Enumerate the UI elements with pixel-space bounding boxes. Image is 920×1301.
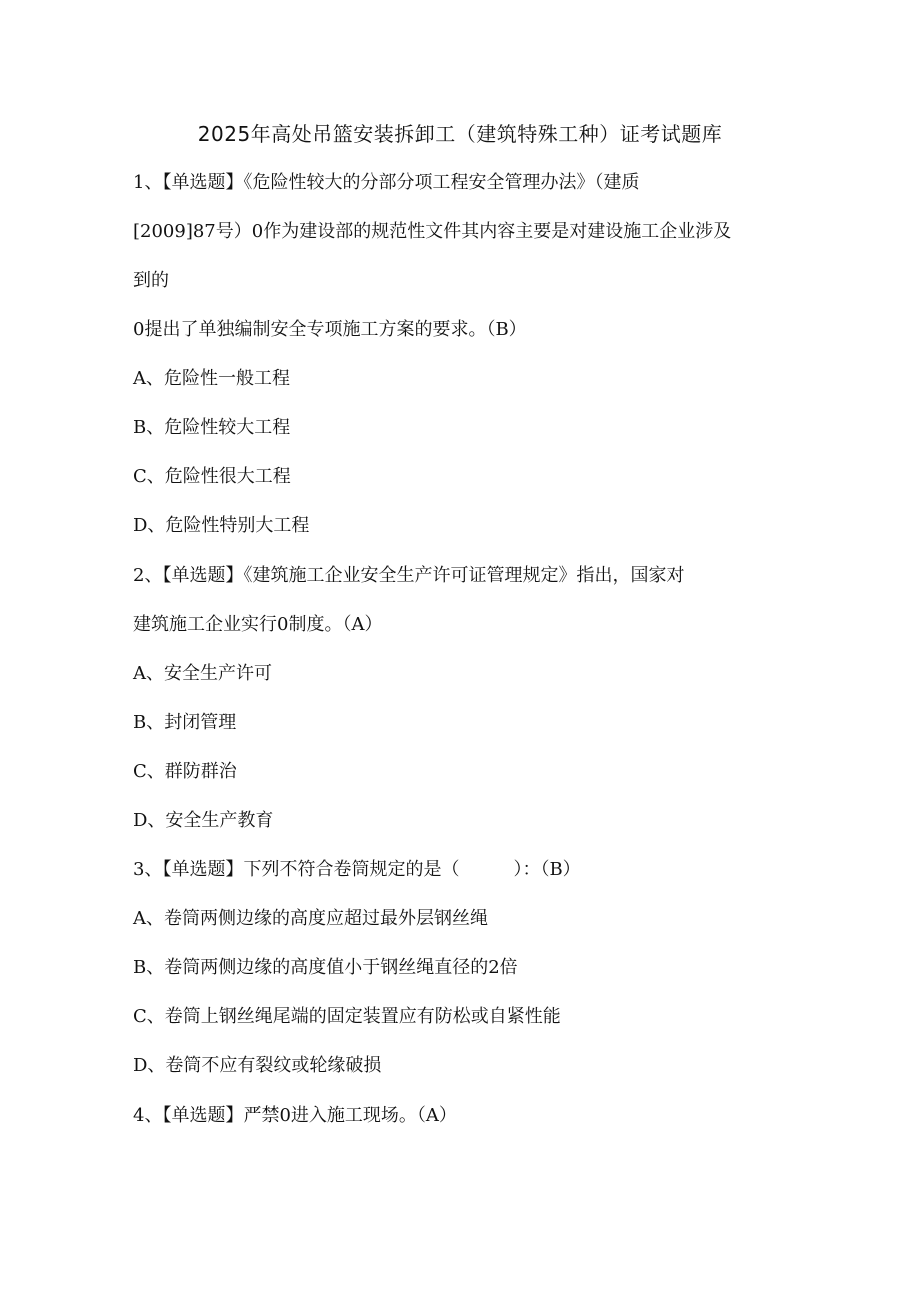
- question-1-option-d: D、危险性特别大工程: [133, 515, 310, 536]
- question-2-stem-line-2: 建筑施工企业实行0制度。（A）: [133, 614, 383, 635]
- question-1-stem-line-4: 0提出了单独编制安全专项施工方案的要求。（B）: [133, 319, 527, 340]
- question-1-option-b: B、危险性较大工程: [133, 417, 291, 438]
- question-2-option-b: B、封闭管理: [133, 712, 237, 733]
- question-1-stem-line-2: [2009]87号）0作为建设部的规范性文件其内容主要是对建设施工企业涉及: [133, 221, 732, 242]
- question-1-stem-line-3: 到的: [133, 270, 169, 291]
- question-3-option-b: B、卷筒两侧边缘的高度值小于钢丝绳直径的2倍: [133, 957, 518, 978]
- question-1-stem-line-1: 1、【单选题】《危险性较大的分部分项工程安全管理办法》（建质: [133, 172, 640, 193]
- question-3-stem: 3、【单选题】下列不符合卷筒规定的是（ ）：（B）: [133, 859, 581, 880]
- question-3-option-d: D、卷筒不应有裂纹或轮缘破损: [133, 1055, 382, 1076]
- question-1-option-a: A、危险性一般工程: [133, 368, 290, 389]
- question-2-stem-line-1: 2、【单选题】《建筑施工企业安全生产许可证管理规定》指出，国家对: [133, 565, 685, 586]
- question-2-option-a: A、安全生产许可: [133, 663, 272, 684]
- question-4-stem: 4、【单选题】严禁0进入施工现场。（A）: [133, 1105, 457, 1126]
- question-2-option-d: D、安全生产教育: [133, 810, 274, 831]
- question-1-option-c: C、危险性很大工程: [133, 466, 291, 487]
- document-title: 2025年高处吊篮安装拆卸工（建筑特殊工种）证考试题库: [197, 122, 723, 146]
- question-2-option-c: C、群防群治: [133, 761, 237, 782]
- question-3-option-a: A、卷筒两侧边缘的高度应超过最外层钢丝绳: [133, 908, 488, 929]
- question-3-option-c: C、卷筒上钢丝绳尾端的固定装置应有防松或自紧性能: [133, 1006, 561, 1027]
